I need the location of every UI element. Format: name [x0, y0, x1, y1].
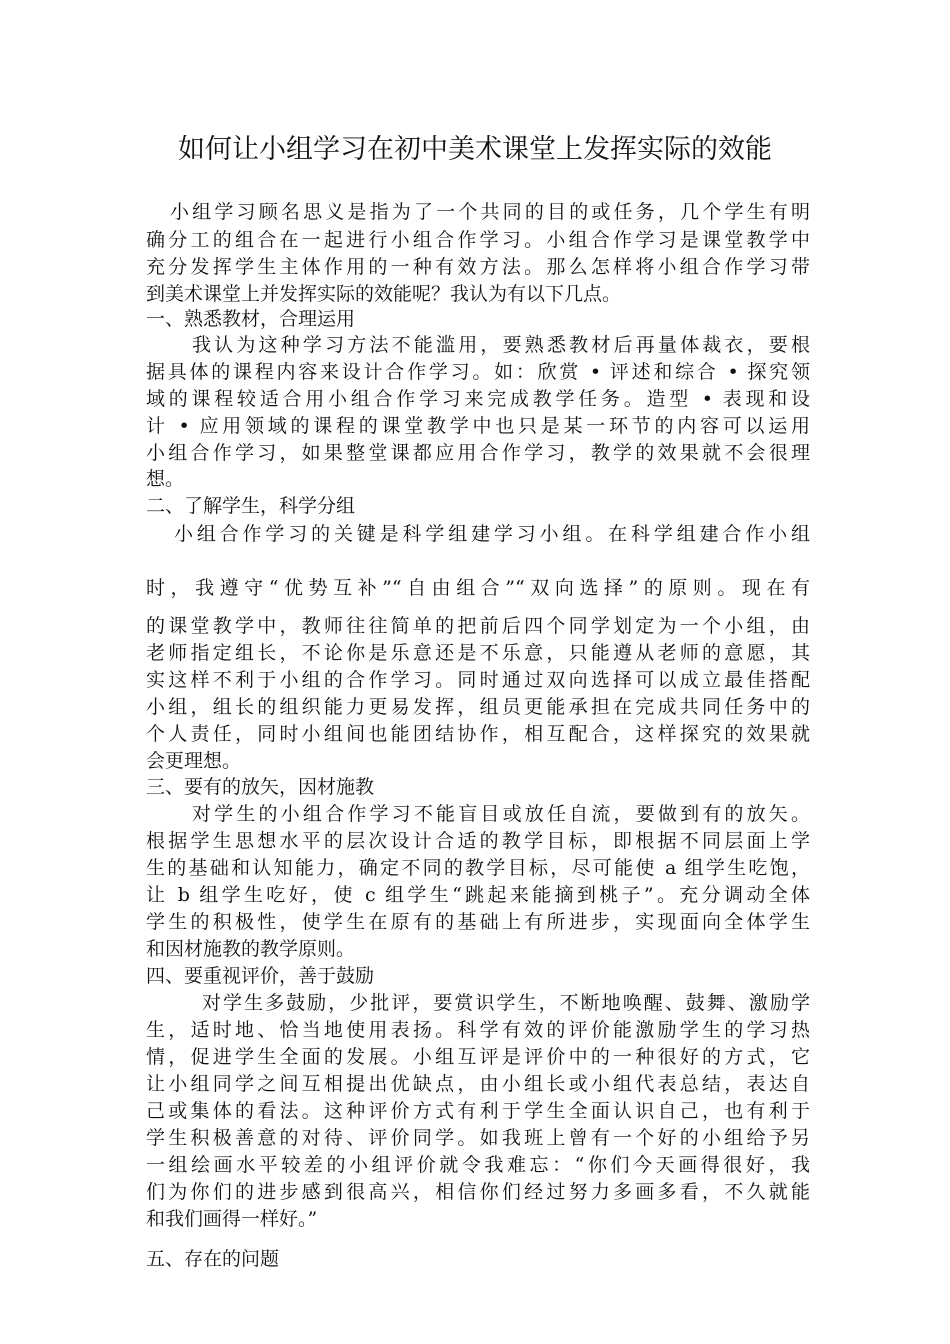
text-line: 根据学生思想水平的层次设计合适的教学目标，即根据不同层面上学 — [146, 830, 810, 852]
text-line: 我认为这种学习方法不能滥用，要熟悉教材后再量体裁衣，要根 — [192, 334, 810, 356]
text-line: 小组合作学习的关键是科学组建学习小组。在科学组建合作小组 — [174, 523, 810, 545]
text-line: 计 • 应用领域的课程的课堂教学中也只是某一环节的内容可以运用 — [146, 415, 810, 437]
text-line: 生，适时地、恰当地使用表扬。科学有效的评价能激励学生的学习热 — [146, 1019, 810, 1041]
text-line: 确分工的组合在一起进行小组合作学习。小组合作学习是课堂教学中 — [146, 229, 810, 251]
text-line: 和我们画得一样好。” — [146, 1208, 318, 1230]
text-line: 实这样不利于小组的合作学习。同时通过双向选择可以成立最佳搭配 — [146, 669, 810, 691]
text-line: 小组，组长的组织能力更易发挥，组员更能承担在完成共同任务中的 — [146, 696, 810, 718]
text-line: 域的课程较适合用小组合作学习来完成教学任务。造型 • 表现和设 — [146, 388, 810, 410]
text-line: 小组学习顾名思义是指为了一个共同的目的或任务，几个学生有明 — [170, 201, 810, 223]
text-line: 个人责任，同时小组间也能团结协作，相互配合，这样探究的效果就 — [146, 723, 810, 745]
text-line: 三、要有的放矢，因材施教 — [146, 776, 375, 798]
text-line: 学生的积极性，使学生在原有的基础上有所进步，实现面向全体学生 — [146, 911, 810, 933]
text-line: 五、存在的问题 — [146, 1248, 280, 1270]
text-line: 们为你们的进步感到很高兴，相信你们经过努力多画多看，不久就能 — [146, 1181, 810, 1203]
text-line: 对学生多鼓励，少批评，要赏识学生，不断地唤醒、鼓舞、激励学 — [202, 992, 810, 1014]
text-line: 二、了解学生，科学分组 — [146, 495, 356, 517]
text-line: 四、要重视评价，善于鼓励 — [146, 965, 375, 987]
text-line: 己或集体的看法。这种评价方式有利于学生全面认识自己，也有利于 — [146, 1100, 810, 1122]
text-line: 到美术课堂上并发挥实际的效能呢？我认为有以下几点。 — [146, 283, 622, 305]
text-line: 情，促进学生全面的发展。小组互评是评价中的一种很好的方式，它 — [146, 1046, 810, 1068]
text-line: 小组合作学习，如果整堂课都应用合作学习，教学的效果就不会很理 — [146, 442, 810, 464]
text-line: 的课堂教学中，教师往往简单的把前后四个同学划定为一个小组，由 — [146, 615, 810, 637]
text-line: 老师指定组长，不论你是乐意还是不乐意，只能遵从老师的意愿，其 — [146, 642, 810, 664]
text-line: 会更理想。 — [146, 750, 242, 772]
text-line: 学生积极善意的对待、评价同学。如我班上曾有一个好的小组给予另 — [146, 1127, 810, 1149]
text-line: 让 b 组学生吃好，使 c 组学生“跳起来能摘到桃子”。充分调动全体 — [146, 884, 810, 906]
text-line: 时，我遵守“优势互补”“自由组合”“双向选择”的原则。现在有 — [146, 577, 810, 599]
text-line: 据具体的课程内容来设计合作学习。如：欣赏 • 评述和综合 • 探究领 — [146, 361, 810, 383]
text-line: 一、熟悉教材，合理运用 — [146, 308, 356, 330]
document-title: 如何让小组学习在初中美术课堂上发挥实际的效能 — [178, 134, 772, 165]
text-line: 对学生的小组合作学习不能盲目或放任自流，要做到有的放矢。 — [192, 803, 810, 825]
text-line: 和因材施教的教学原则。 — [146, 938, 356, 960]
text-line: 充分发挥学生主体作用的一种有效方法。那么怎样将小组合作学习带 — [146, 256, 810, 278]
text-line: 想。 — [146, 468, 185, 490]
text-line: 一组绘画水平较差的小组评价就令我难忘：“你们今天画得很好，我 — [146, 1154, 810, 1176]
text-line: 生的基础和认知能力，确定不同的教学目标，尽可能使 a 组学生吃饱， — [146, 857, 810, 879]
text-line: 让小组同学之间互相提出优缺点，由小组长或小组代表总结，表达自 — [146, 1073, 810, 1095]
